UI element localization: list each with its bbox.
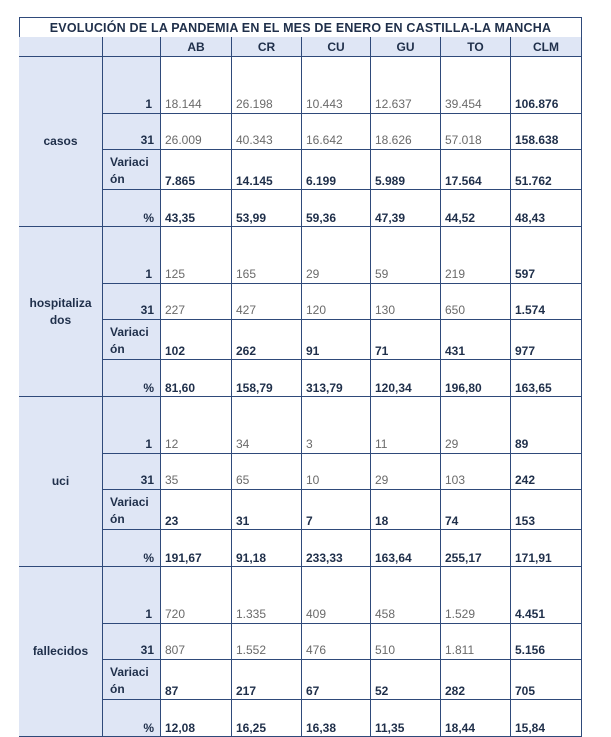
cell-value: 458 — [375, 607, 396, 621]
section-label-text — [43, 133, 77, 150]
data-cell — [511, 397, 582, 454]
column-header: TO — [441, 37, 511, 57]
cell-value: 7.865 — [165, 174, 196, 188]
cell-value: 282 — [445, 684, 466, 698]
data-cell — [441, 150, 511, 190]
data-cell — [441, 490, 511, 530]
data-cell — [302, 530, 371, 567]
row-label — [103, 660, 161, 700]
data-cell — [302, 660, 371, 700]
data-cell — [302, 360, 371, 397]
data-cell — [232, 660, 302, 700]
cell-value: 219 — [445, 267, 466, 281]
data-cell — [302, 700, 371, 737]
row-label — [103, 57, 161, 114]
row-label — [103, 624, 161, 660]
cell-value: 40.343 — [236, 133, 273, 147]
data-cell — [441, 320, 511, 360]
data-cell — [302, 150, 371, 190]
cell-value: 1.335 — [236, 607, 267, 621]
data-cell — [302, 57, 371, 114]
cell-value: 51.762 — [515, 174, 552, 188]
cell-value: 191,67 — [165, 551, 202, 565]
cell-value: 52 — [375, 684, 389, 698]
data-cell — [302, 227, 371, 284]
data-cell — [232, 624, 302, 660]
pandemic-table — [19, 17, 582, 735]
row-label-text: 1 — [145, 267, 152, 281]
section-label-line: dos — [49, 312, 72, 327]
row-label-variacion — [110, 664, 149, 698]
cell-value: 53,99 — [236, 211, 267, 225]
data-cell — [371, 530, 441, 567]
data-cell — [232, 360, 302, 397]
data-cell — [232, 530, 302, 567]
data-cell — [302, 320, 371, 360]
cell-value: 650 — [445, 303, 466, 317]
cell-value: 14.145 — [236, 174, 273, 188]
cell-value: 34 — [236, 437, 250, 451]
data-cell — [511, 490, 582, 530]
section-label-line: uci — [51, 474, 70, 488]
section-label — [19, 227, 103, 397]
data-cell — [371, 320, 441, 360]
cell-value: 720 — [165, 607, 186, 621]
data-cell — [371, 227, 441, 284]
data-cell — [232, 700, 302, 737]
data-cell — [441, 700, 511, 737]
section-label-line: hospitaliza — [29, 295, 92, 310]
data-cell — [232, 490, 302, 530]
cell-value: 5.989 — [375, 174, 406, 188]
column-header: CR — [232, 37, 302, 57]
cell-value: 165 — [236, 267, 257, 281]
data-cell — [232, 190, 302, 227]
data-cell — [161, 454, 232, 490]
cell-value: 158,79 — [236, 381, 273, 395]
data-cell — [232, 320, 302, 360]
row-label — [103, 320, 161, 360]
cell-value: 81,60 — [165, 381, 196, 395]
data-cell — [161, 360, 232, 397]
row-label-text: % — [143, 211, 154, 225]
cell-value: 17.564 — [445, 174, 482, 188]
data-cell — [371, 700, 441, 737]
cell-value: 409 — [306, 607, 327, 621]
row-label-line: ón — [110, 342, 125, 356]
section-label-line: fallecidos — [32, 644, 89, 658]
cell-value: 7 — [306, 514, 313, 528]
cell-value: 5.156 — [515, 643, 546, 657]
cell-value: 89 — [515, 437, 529, 451]
cell-value: 106.876 — [515, 97, 559, 111]
cell-value: 35 — [165, 473, 179, 487]
data-cell — [161, 397, 232, 454]
cell-value: 163,65 — [515, 381, 552, 395]
section-label-text — [52, 473, 69, 490]
data-cell — [371, 660, 441, 700]
cell-value: 71 — [375, 344, 389, 358]
cell-value: 125 — [165, 267, 186, 281]
cell-value: 91,18 — [236, 551, 267, 565]
data-cell — [441, 227, 511, 284]
cell-value: 87 — [165, 684, 179, 698]
row-label-text: 1 — [145, 97, 152, 111]
cell-value: 26.009 — [165, 133, 202, 147]
data-cell — [511, 700, 582, 737]
data-cell — [371, 114, 441, 150]
data-cell — [371, 190, 441, 227]
row-label — [103, 360, 161, 397]
data-cell — [511, 150, 582, 190]
data-cell — [371, 624, 441, 660]
cell-value: 18 — [375, 514, 389, 528]
cell-value: 705 — [515, 684, 536, 698]
data-cell — [371, 57, 441, 114]
data-cell — [161, 227, 232, 284]
data-cell — [441, 454, 511, 490]
cell-value: 15,84 — [515, 721, 546, 735]
data-cell — [161, 624, 232, 660]
cell-value: 807 — [165, 643, 186, 657]
cell-value: 48,43 — [515, 211, 546, 225]
row-label — [103, 284, 161, 320]
cell-value: 43,35 — [165, 211, 196, 225]
data-cell — [161, 490, 232, 530]
data-cell — [161, 567, 232, 624]
cell-value: 12.637 — [375, 97, 412, 111]
row-label — [103, 530, 161, 567]
cell-value: 91 — [306, 344, 320, 358]
cell-value: 18.144 — [165, 97, 202, 111]
data-cell — [441, 360, 511, 397]
cell-value: 227 — [165, 303, 186, 317]
row-label-text: % — [143, 551, 154, 565]
cell-value: 47,39 — [375, 211, 406, 225]
row-label-line: ón — [110, 172, 125, 186]
data-cell — [511, 227, 582, 284]
data-cell — [302, 624, 371, 660]
data-cell — [511, 57, 582, 114]
cell-value: 242 — [515, 473, 536, 487]
cell-value: 977 — [515, 344, 536, 358]
cell-value: 11,35 — [375, 721, 405, 735]
table-title: EVOLUCIÓN DE LA PANDEMIA EN EL MES DE ENERO EN CASTILLA-LA MANCHA — [19, 17, 582, 38]
cell-value: 153 — [515, 514, 536, 528]
cell-value: 44,52 — [445, 211, 476, 225]
cell-value: 18,44 — [445, 721, 476, 735]
cell-value: 16.642 — [306, 133, 343, 147]
row-label — [103, 227, 161, 284]
cell-value: 10 — [306, 473, 320, 487]
data-cell — [441, 284, 511, 320]
data-cell — [232, 454, 302, 490]
cell-value: 12,08 — [165, 721, 196, 735]
row-label-text: % — [143, 721, 154, 735]
data-cell — [511, 320, 582, 360]
row-label — [103, 700, 161, 737]
data-cell — [302, 567, 371, 624]
cell-value: 74 — [445, 514, 459, 528]
data-cell — [441, 530, 511, 567]
row-label-text: 31 — [140, 643, 154, 657]
data-cell — [232, 57, 302, 114]
row-label — [103, 397, 161, 454]
row-label-variacion — [110, 494, 149, 528]
row-label-line: Variaci — [110, 325, 149, 339]
data-cell — [511, 284, 582, 320]
cell-value: 431 — [445, 344, 466, 358]
row-label-text: 31 — [140, 133, 154, 147]
row-label-line: Variaci — [110, 155, 149, 169]
section-label-line: casos — [43, 134, 78, 148]
row-label-text: 31 — [140, 303, 154, 317]
data-cell — [371, 567, 441, 624]
cell-value: 4.451 — [515, 607, 546, 621]
header-rowlabel-blank — [103, 37, 161, 57]
data-cell — [232, 114, 302, 150]
cell-value: 31 — [236, 514, 250, 528]
column-header: AB — [161, 37, 232, 57]
data-cell — [161, 190, 232, 227]
section-label — [19, 397, 103, 567]
data-cell — [302, 490, 371, 530]
cell-value: 10.443 — [306, 97, 343, 111]
cell-value: 427 — [236, 303, 257, 317]
data-cell — [161, 150, 232, 190]
row-label — [103, 190, 161, 227]
cell-value: 196,80 — [445, 381, 482, 395]
cell-value: 217 — [236, 684, 257, 698]
row-label-line: ón — [110, 512, 125, 526]
cell-value: 67 — [306, 684, 320, 698]
data-cell — [511, 660, 582, 700]
cell-value: 120 — [306, 303, 327, 317]
data-cell — [232, 227, 302, 284]
row-label-text: 1 — [145, 437, 152, 451]
data-cell — [161, 320, 232, 360]
data-cell — [511, 360, 582, 397]
cell-value: 171,91 — [515, 551, 552, 565]
cell-value: 510 — [375, 643, 396, 657]
header-corner-blank — [19, 37, 103, 57]
cell-value: 102 — [165, 344, 186, 358]
data-cell — [441, 114, 511, 150]
section-label — [19, 57, 103, 227]
row-label — [103, 114, 161, 150]
column-header: CU — [302, 37, 371, 57]
cell-value: 6.199 — [306, 174, 337, 188]
data-cell — [302, 454, 371, 490]
cell-value: 12 — [165, 437, 179, 451]
cell-value: 1.552 — [236, 643, 267, 657]
data-cell — [161, 114, 232, 150]
data-cell — [371, 284, 441, 320]
cell-value: 26.198 — [236, 97, 273, 111]
cell-value: 158.638 — [515, 133, 559, 147]
cell-value: 11 — [375, 437, 388, 451]
data-cell — [441, 567, 511, 624]
data-cell — [161, 530, 232, 567]
cell-value: 59 — [375, 267, 389, 281]
cell-value: 120,34 — [375, 381, 412, 395]
data-cell — [441, 57, 511, 114]
section-label-text — [33, 643, 88, 660]
cell-value: 16,25 — [236, 721, 267, 735]
row-label-text: 1 — [145, 607, 152, 621]
cell-value: 39.454 — [445, 97, 482, 111]
data-cell — [232, 284, 302, 320]
cell-value: 65 — [236, 473, 250, 487]
cell-value: 59,36 — [306, 211, 337, 225]
column-header: GU — [371, 37, 441, 57]
cell-value: 476 — [306, 643, 327, 657]
data-cell — [161, 284, 232, 320]
row-label — [103, 567, 161, 624]
data-cell — [232, 397, 302, 454]
data-cell — [511, 114, 582, 150]
cell-value: 163,64 — [375, 551, 412, 565]
section-label-text — [29, 295, 91, 329]
data-cell — [302, 114, 371, 150]
cell-value: 103 — [445, 473, 466, 487]
cell-value: 233,33 — [306, 551, 343, 565]
data-cell — [511, 454, 582, 490]
row-label-line: Variaci — [110, 665, 149, 679]
data-cell — [161, 700, 232, 737]
cell-value: 16,38 — [306, 721, 337, 735]
row-label-line: ón — [110, 682, 125, 696]
cell-value: 57.018 — [445, 133, 482, 147]
data-cell — [302, 284, 371, 320]
data-cell — [511, 567, 582, 624]
row-label-text: 31 — [140, 473, 154, 487]
data-cell — [371, 490, 441, 530]
cell-value: 18.626 — [375, 133, 412, 147]
data-cell — [441, 624, 511, 660]
cell-value: 1.529 — [445, 607, 476, 621]
column-header: CLM — [511, 37, 582, 57]
cell-value: 29 — [375, 473, 389, 487]
cell-value: 1.574 — [515, 303, 546, 317]
cell-value: 313,79 — [306, 381, 343, 395]
cell-value: 262 — [236, 344, 257, 358]
data-cell — [302, 397, 371, 454]
data-cell — [232, 567, 302, 624]
data-cell — [441, 397, 511, 454]
data-cell — [511, 190, 582, 227]
data-cell — [371, 454, 441, 490]
cell-value: 597 — [515, 267, 536, 281]
row-label — [103, 150, 161, 190]
data-cell — [441, 190, 511, 227]
cell-value: 255,17 — [445, 551, 482, 565]
data-cell — [161, 57, 232, 114]
data-cell — [441, 660, 511, 700]
row-label-variacion — [110, 154, 149, 188]
data-cell — [232, 150, 302, 190]
cell-value: 29 — [306, 267, 320, 281]
cell-value: 3 — [306, 437, 313, 451]
row-label-text: % — [143, 381, 154, 395]
row-label-line: Variaci — [110, 495, 149, 509]
data-cell — [371, 150, 441, 190]
data-cell — [511, 624, 582, 660]
data-cell — [371, 397, 441, 454]
cell-value: 29 — [445, 437, 459, 451]
cell-value: 130 — [375, 303, 396, 317]
section-label — [19, 567, 103, 737]
cell-value: 23 — [165, 514, 179, 528]
cell-value: 1.811 — [445, 643, 475, 657]
row-label — [103, 490, 161, 530]
data-cell — [302, 190, 371, 227]
data-cell — [161, 660, 232, 700]
row-label — [103, 454, 161, 490]
row-label-variacion — [110, 324, 149, 358]
data-cell — [511, 530, 582, 567]
data-cell — [371, 360, 441, 397]
